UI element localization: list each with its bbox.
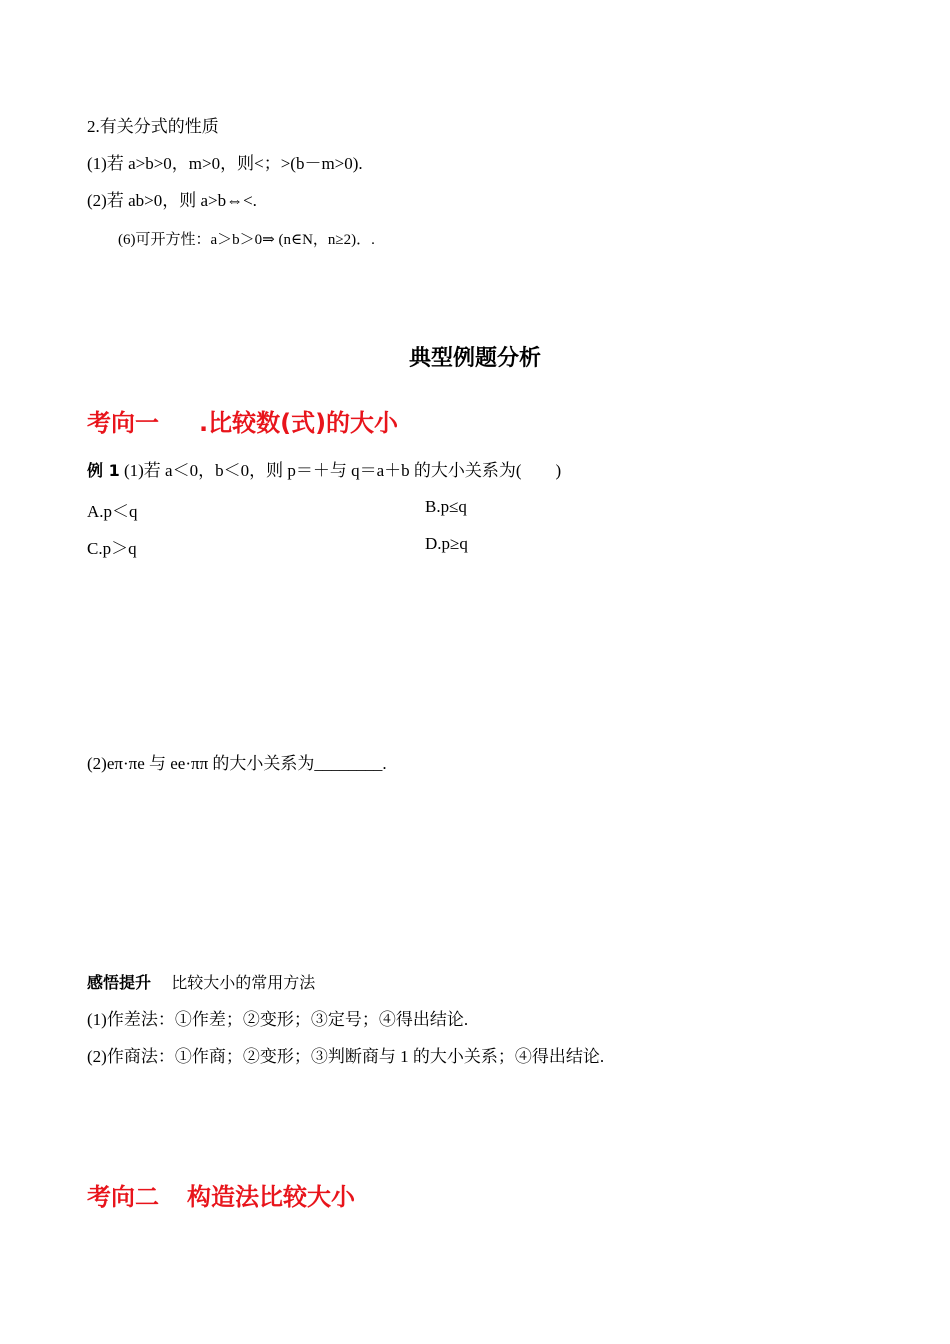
example-label: 例 1: [87, 461, 120, 480]
insight-label: 感悟提升: [87, 973, 152, 992]
analysis-heading: 典型例题分析: [408, 346, 541, 371]
property-item-2: (2)若 ab>0，则 a>b⇔<.: [87, 191, 257, 210]
direction-2-heading: [87, 1177, 355, 1212]
direction-2-title: 构造法比较大小: [187, 1183, 355, 1211]
section-title: 2.有关分式的性质: [87, 117, 219, 136]
direction-1-label: 考向一: [87, 409, 159, 437]
property-item-1: (1)若 a>b>0，m>0，则<；>(b－m>0).: [87, 154, 363, 173]
insight-title: 比较大小的常用方法: [171, 973, 316, 992]
option-b: B.p≤q: [425, 497, 467, 516]
insight-item-1: (1)作差法：①作差；②变形；③定号；④得出结论.: [87, 1010, 469, 1029]
option-a: A.p＜q: [87, 502, 138, 521]
option-c: C.p＞q: [87, 539, 137, 558]
property-item-6: (6)可开方性：a＞b＞0⇒ (n∈N，n≥2)．.: [118, 232, 375, 248]
insight-item-2: (2)作商法：①作商；②变形；③判断商与 1 的大小关系；④得出结论.: [87, 1047, 605, 1066]
example-1-question: (1)若 a＜0，b＜0，则 p＝＋与 q＝a＋b 的大小关系为( ): [123, 461, 562, 480]
insight-heading: [87, 972, 315, 994]
example-1-stem: [87, 460, 561, 482]
direction-1-title: .比较数(式)的大小: [199, 409, 399, 437]
direction-2-label: 考向二: [87, 1183, 159, 1211]
direction-1-heading: [87, 403, 398, 438]
example-1-part-2: (2)eπ·πe 与 ee·ππ 的大小关系为________.: [87, 754, 387, 773]
option-d: D.p≥q: [425, 534, 468, 553]
